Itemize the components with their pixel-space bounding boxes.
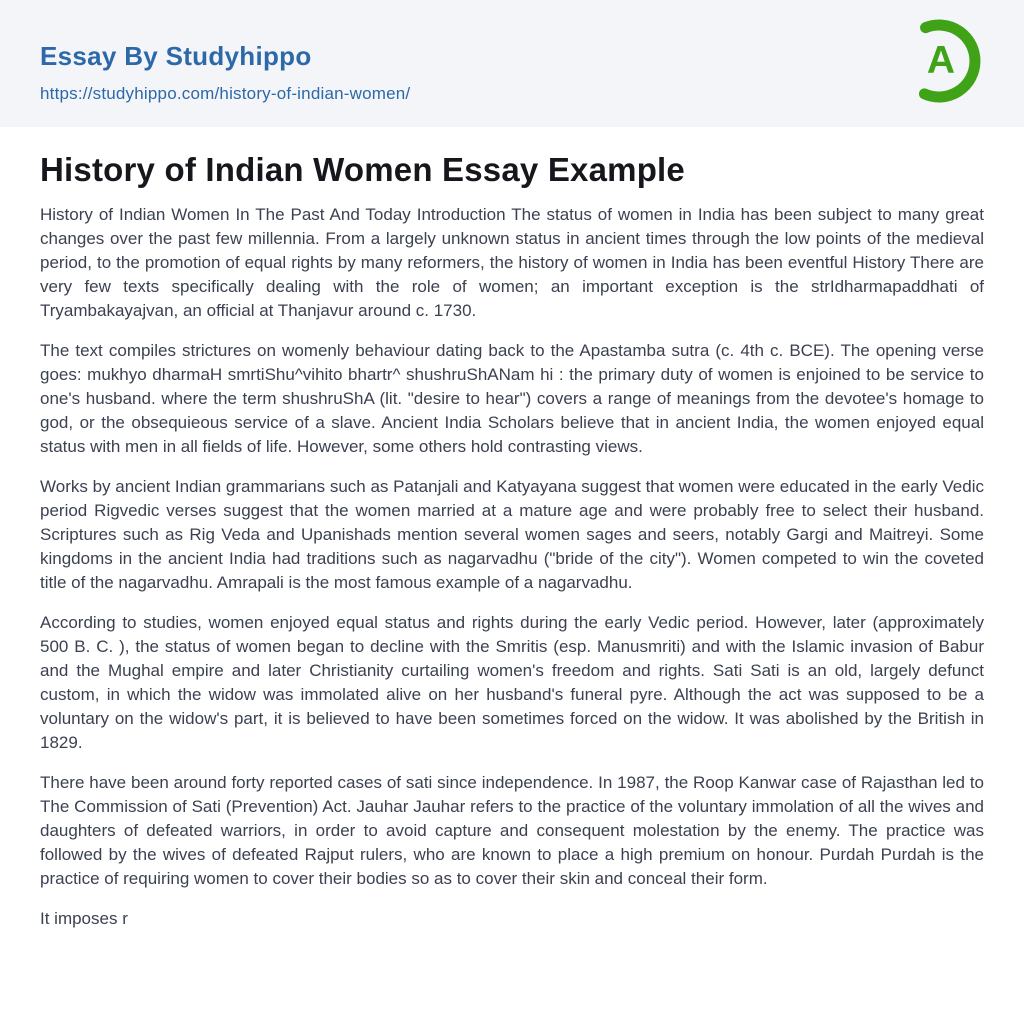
page-url-link[interactable]: https://studyhippo.com/history-of-indian-women/: [40, 84, 411, 103]
essay-paragraph-4: According to studies, women enjoyed equal status and rights during the early Vedic period. However, later (approximately 500 B. C. ), the status of women began to decline with the Smritis (esp. Manusmriti) and with the Islamic invasion of Babur and the Mughal empire and later Christianity curtailing women's freedom and rights. Sati Sati is an old, largely defunct custom, in which the widow was immolated alive on her husband's funeral pyre. Although the act was supposed to be a voluntary on the widow's part, it is believed to have been sometimes forced on the widow. It was abolished by the British in 1829.: [40, 613, 984, 752]
essay-paragraph-1: History of Indian Women In The Past And Today Introduction The status of women in India has been subject to many great changes over the past few millennia. From a largely unknown status in ancient times through the low points of the medieval period, to the promotion of equal rights by many reformers, the history of women in India has been eventful History There are very few texts specifically dealing with the role of women; an important exception is the strIdharmapaddhati of Tryambakayajvan, an official at Thanjavur around c. 1730.: [40, 205, 984, 320]
brand-title: Essay By Studyhippo: [40, 41, 312, 71]
essay-paragraph-5: There have been around forty reported cases of sati since independence. In 1987, the Roop Kanwar case of Rajasthan led to The Commission of Sati (Prevention) Act. Jauhar Jauhar refers to the practice of the voluntary immolation of all the wives and daughters of defeated warriors, in order to avoid capture and consequent molestation by the enemy. The practice was followed by the wives of defeated Rajput rulers, who are known to place a high premium on honour. Purdah Purdah is the practice of requiring women to cover their bodies so as to cover their skin and conceal their form.: [40, 773, 984, 888]
essay-paragraph-fragment: It imposes r: [40, 909, 128, 928]
logo-arc-icon: [891, 3, 1001, 113]
studyhippo-logo: [891, 3, 1001, 113]
essay-paragraph-3: Works by ancient Indian grammarians such as Patanjali and Katyayana suggest that women were educated in the early Vedic period Rigvedic verses suggest that the women married at a mature age and were probably free to select their husband. Scriptures such as Rig Veda and Upanishads mention several women sages and seers, notably Gargi and Maitreyi. Some kingdoms in the ancient India had traditions such as nagarvadhu ("bride of the city"). Women competed to win the coveted title of the nagarvadhu. Amrapali is the most famous example of a nagarvadhu.: [40, 477, 984, 592]
page-header: [0, 0, 1024, 127]
logo-letter: A: [926, 39, 956, 82]
essay-paragraph-2: The text compiles strictures on womenly behaviour dating back to the Apastamba sutra (c. 4th c. BCE). The opening verse goes: mukhyo dharmaH smrtiShu^vihito bhartr^ shushruShANam hi : the primary duty of women is enjoined to be service to one's husband. where the term shushruShA (lit. "desire to hear") covers a range of meanings from the devotee's homage to god, or the obsequieous service of a slave. Ancient India Scholars believe that in ancient India, the women enjoyed equal status with men in all fields of life. However, some others hold contrasting views.: [40, 341, 984, 456]
essay-content: [0, 127, 1024, 987]
essay-title: History of Indian Women Essay Example: [40, 151, 685, 188]
